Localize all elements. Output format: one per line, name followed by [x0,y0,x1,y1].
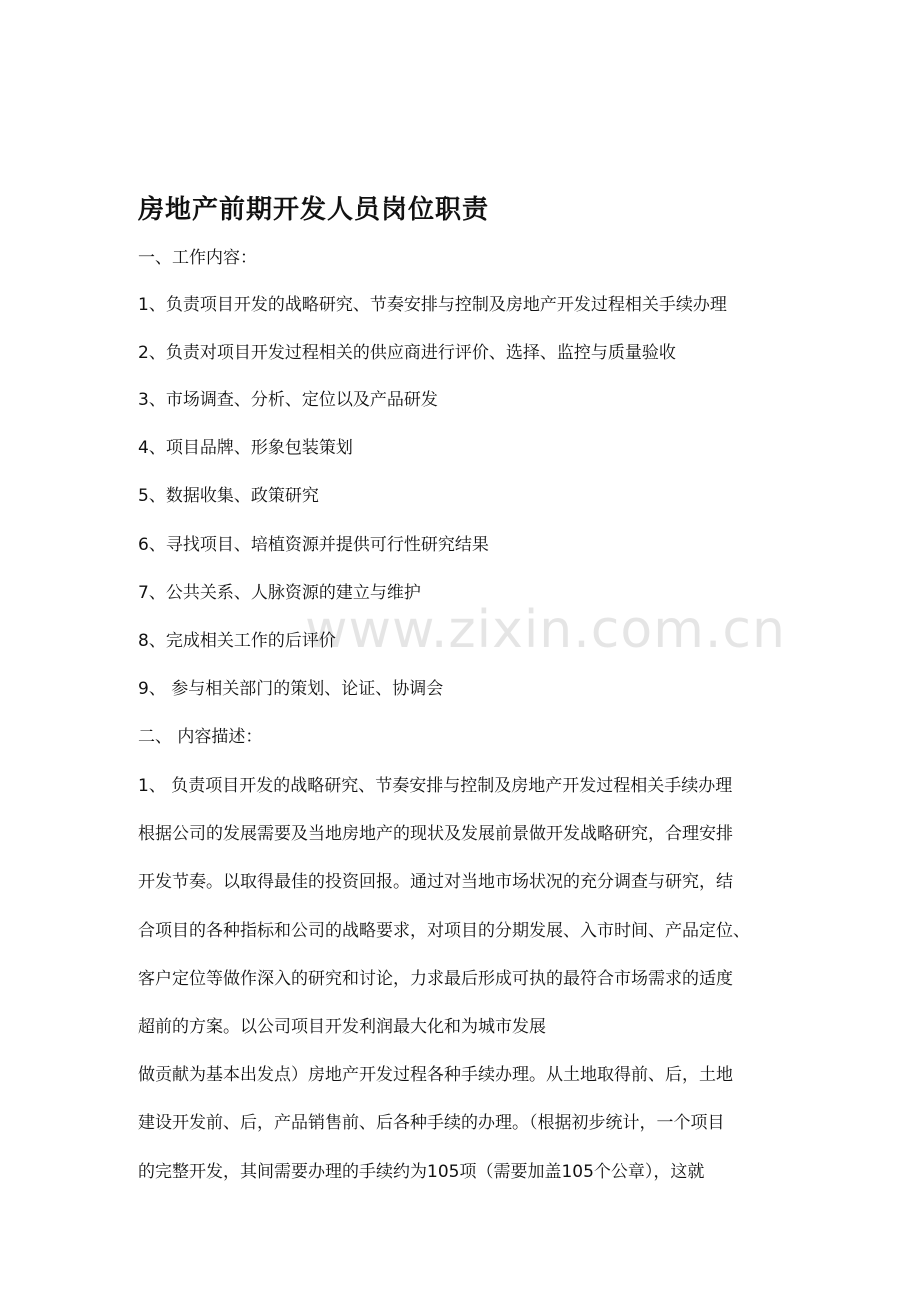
list-item: 7、公共关系、人脉资源的建立与维护 [138,583,421,603]
paragraph-line: 超前的方案。以公司项目开发利润最大化和为城市发展 [138,1017,546,1037]
paragraph-line: 合项目的各种指标和公司的战略要求，对项目的分期发展、入市时间、产品定位、 [138,921,750,941]
list-item: 4、项目品牌、形象包装策划 [138,438,353,458]
list-item: 9、 参与相关部门的策划、论证、协调会 [138,679,444,699]
list-item: 1、负责项目开发的战略研究、节奏安排与控制及房地产开发过程相关手续办理 [138,295,727,315]
paragraph-line: 开发节奏。以取得最佳的投资回报。通过对当地市场状况的充分调查与研究，结 [138,872,733,892]
list-item: 5、数据收集、政策研究 [138,486,319,506]
list-item: 8、完成相关工作的后评价 [138,631,336,651]
paragraph-line: 做贡献为基本出发点）房地产开发过程各种手续办理。从土地取得前、后，土地 [138,1065,733,1085]
list-item: 3、市场调查、分析、定位以及产品研发 [138,390,438,410]
paragraph-line: 的完整开发，其间需要办理的手续约为105项（需要加盖105个公章），这就 [138,1162,705,1182]
paragraph-line: 客户定位等做作深入的研究和讨论，力求最后形成可执的最符合市场需求的适度 [138,969,733,989]
document-title: 房地产前期开发人员岗位职责 [138,195,490,225]
paragraph-line: 建设开发前、后，产品销售前、后各种手续的办理。（根据初步统计，一个项目 [138,1113,725,1133]
list-item: 6、寻找项目、培植资源并提供可行性研究结果 [138,535,489,555]
section-heading-content-description: 二、 内容描述： [138,727,263,747]
list-item: 2、负责对项目开发过程相关的供应商进行评价、选择、监控与质量验收 [138,343,676,363]
paragraph-line: 1、 负责项目开发的战略研究、节奏安排与控制及房地产开发过程相关手续办理 [138,776,733,796]
watermark: www.zixin.com.cn [305,600,786,660]
paragraph-line: 根据公司的发展需要及当地房地产的现状及发展前景做开发战略研究，合理安排 [138,824,733,844]
section-heading-work-content: 一、工作内容： [138,248,257,268]
